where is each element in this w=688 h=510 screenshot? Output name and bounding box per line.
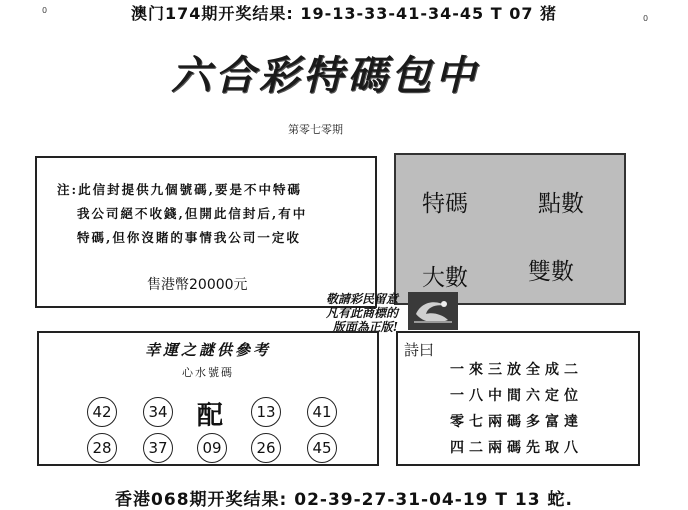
page-title: 六合彩特碼包中 — [171, 52, 479, 99]
feature-word: 大數 — [422, 265, 468, 291]
number-ball: 28 — [87, 433, 117, 463]
notice-line: 我公司絕不收錢,但開此信封后,有中 — [77, 206, 308, 221]
number-ball: 09 — [197, 433, 227, 463]
pei-character: 配 — [197, 401, 224, 431]
number-ball: 34 — [143, 397, 173, 427]
poem-label: 詩曰 — [404, 341, 435, 359]
lucky-subtitle: 心水號碼 — [182, 366, 234, 379]
corner-mark-left: 0 — [42, 6, 48, 15]
price: 售港幣20000元 — [147, 277, 248, 293]
number-ball: 13 — [251, 397, 281, 427]
feature-box — [394, 153, 626, 305]
hongkong-result: 香港068期开奖结果: 02-39-27-31-04-19 T 13 蛇. — [115, 490, 573, 510]
caution-line: 版面為正版! — [332, 320, 398, 334]
number-ball: 41 — [307, 397, 337, 427]
corner-mark-right: 0 — [643, 14, 649, 23]
issue-number: 第零七零期 — [288, 123, 343, 136]
trademark-logo-icon — [408, 292, 458, 330]
number-ball: 45 — [307, 433, 337, 463]
notice-box — [35, 156, 377, 308]
caution-line: 凡有此商標的 — [325, 306, 398, 320]
poem-line: 一八中間六定位 — [450, 388, 583, 404]
number-ball: 42 — [87, 397, 117, 427]
lucky-title: 幸運之謎供參考 — [144, 341, 271, 359]
macau-result: 澳门174期开奖结果: 19-13-33-41-34-45 T 07 猪 — [130, 4, 558, 23]
number-ball: 26 — [251, 433, 281, 463]
caution-note — [283, 292, 398, 334]
caution-line: 敬請彩民留意 — [325, 292, 398, 306]
poem-box — [396, 331, 640, 466]
poem-line: 一來三放全成二 — [450, 362, 583, 378]
feature-word: 特碼 — [422, 191, 468, 217]
feature-word: 雙數 — [528, 259, 574, 285]
feature-word: 點數 — [538, 191, 584, 217]
notice-line: 特碼,但你沒賭的事情我公司一定收 — [77, 230, 301, 245]
poem-line: 零七兩碼多富達 — [450, 414, 583, 430]
lucky-numbers-box — [37, 331, 379, 466]
number-ball: 37 — [143, 433, 173, 463]
poem-line: 四二兩碼先取八 — [450, 440, 583, 456]
notice-line: 注:此信封提供九個號碼,要是不中特碼 — [57, 182, 302, 197]
